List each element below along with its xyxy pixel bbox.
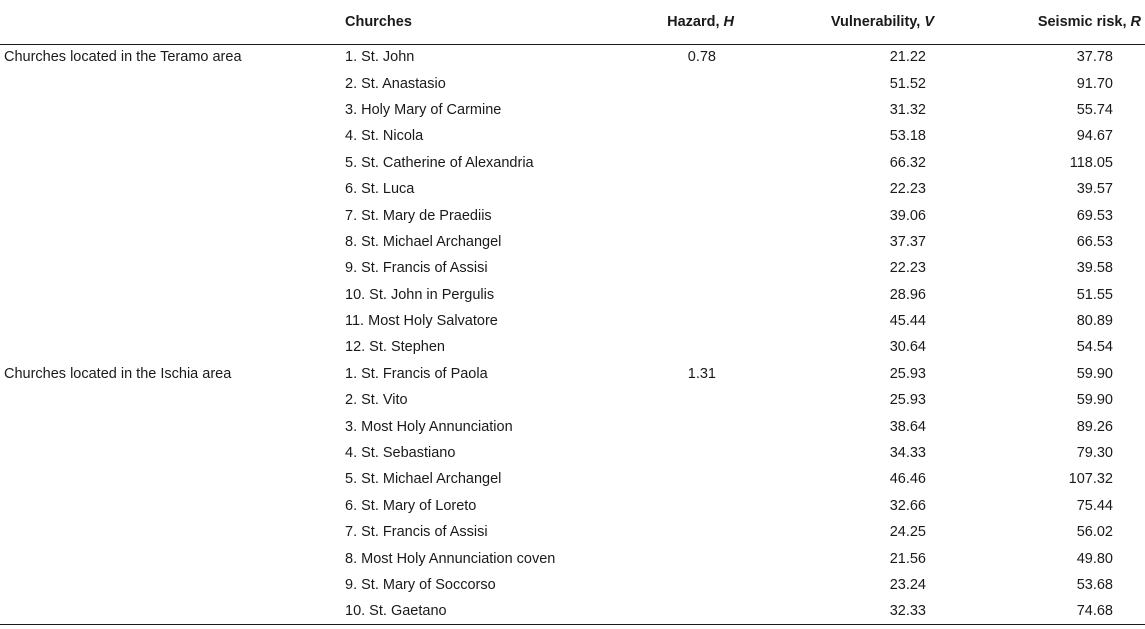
hazard-value: 0.78 — [687, 49, 716, 66]
church-name: 1. St. John — [345, 49, 415, 66]
seismic-risk-value: 94.67 — [1076, 128, 1113, 145]
group-label — [0, 97, 340, 123]
table-row — [0, 97, 1145, 123]
hazard-value — [602, 466, 740, 492]
hazard-value — [602, 334, 740, 360]
group-label — [0, 466, 340, 492]
table-row — [0, 44, 1145, 70]
hazard-value — [602, 97, 740, 123]
seismic-risk-value: 59.90 — [1076, 365, 1113, 382]
group-label — [0, 70, 340, 96]
seismic-risk-value: 59.90 — [1076, 392, 1113, 409]
vulnerability-value: 51.52 — [889, 75, 926, 92]
hazard-value — [602, 519, 740, 545]
seismic-risk-value: 54.54 — [1076, 339, 1113, 356]
vulnerability-value: 25.93 — [889, 365, 926, 382]
seismic-risk-value: 39.57 — [1076, 181, 1113, 198]
church-name: 3. Holy Mary of Carmine — [345, 101, 502, 118]
group-label — [0, 545, 340, 571]
church-name: 9. St. Francis of Assisi — [345, 260, 488, 277]
seismic-risk-value: 49.80 — [1076, 550, 1113, 567]
table-row — [0, 150, 1145, 176]
table-row — [0, 545, 1145, 571]
seismic-risk-value: 89.26 — [1076, 418, 1113, 435]
seismic-risk-value: 39.58 — [1076, 260, 1113, 277]
church-name: 10. St. John in Pergulis — [345, 286, 495, 303]
group-label — [0, 176, 340, 202]
header-vulnerability-symbol: V — [924, 13, 934, 30]
table-row — [0, 519, 1145, 545]
seismic-risk-value: 107.32 — [1068, 471, 1113, 488]
header-risk-symbol: R — [1130, 13, 1141, 30]
hazard-value — [602, 255, 740, 281]
vulnerability-value: 39.06 — [889, 207, 926, 224]
group-label — [0, 413, 340, 439]
vulnerability-value: 30.64 — [889, 339, 926, 356]
group-label — [0, 334, 340, 360]
seismic-risk-value: 69.53 — [1076, 207, 1113, 224]
group-label — [0, 255, 340, 281]
hazard-value — [602, 150, 740, 176]
table-row — [0, 70, 1145, 96]
table-row — [0, 572, 1145, 598]
table-header — [0, 0, 1145, 44]
seismic-risk-value: 91.70 — [1076, 75, 1113, 92]
vulnerability-value: 23.24 — [889, 577, 926, 593]
vulnerability-value: 21.22 — [889, 49, 926, 66]
vulnerability-value: 25.93 — [889, 392, 926, 409]
church-name: 3. Most Holy Annunciation — [345, 418, 513, 435]
seismic-risk-value: 80.89 — [1076, 313, 1113, 330]
vulnerability-value: 22.23 — [889, 260, 926, 277]
seismic-risk-value: 66.53 — [1076, 233, 1113, 250]
vulnerability-value: 53.18 — [889, 128, 926, 145]
church-name: 2. St. Anastasio — [345, 75, 446, 92]
table-row — [0, 413, 1145, 439]
church-name: 4. St. Nicola — [345, 128, 424, 145]
group-label — [0, 598, 340, 624]
table-row — [0, 229, 1145, 255]
seismic-risk-value: 56.02 — [1076, 524, 1113, 541]
group-label — [0, 572, 340, 598]
table-row — [0, 466, 1145, 492]
church-name: 12. St. Stephen — [345, 339, 445, 356]
seismic-risk-value: 51.55 — [1076, 286, 1113, 303]
group-label — [0, 519, 340, 545]
hazard-value — [602, 282, 740, 308]
header-vulnerability-label: Vulnerability, — [830, 13, 921, 30]
seismic-risk-value: 79.30 — [1076, 445, 1113, 462]
hazard-value — [602, 387, 740, 413]
seismic-risk-value: 74.68 — [940, 598, 1145, 624]
seismic-risk-value: 55.74 — [1076, 101, 1113, 118]
group-label — [0, 150, 340, 176]
hazard-value: 1.31 — [687, 365, 716, 382]
header-group — [0, 0, 340, 44]
seismic-risk-value: 53.68 — [1076, 577, 1113, 593]
header-vulnerability — [740, 0, 940, 44]
vulnerability-value: 38.64 — [889, 418, 926, 435]
seismic-risk-value: 118.05 — [1069, 154, 1113, 171]
table-row — [0, 123, 1145, 149]
vulnerability-value: 45.44 — [889, 313, 926, 330]
group-label: Churches located in the Ischia area — [4, 365, 232, 382]
seismic-risk-value: 37.78 — [1076, 49, 1113, 66]
group-label — [0, 440, 340, 466]
vulnerability-value: 66.32 — [889, 154, 926, 171]
vulnerability-value: 32.33 — [740, 598, 940, 624]
vulnerability-value: 24.25 — [889, 524, 926, 541]
header-seismic-risk — [940, 0, 1145, 44]
group-label — [0, 282, 340, 308]
hazard-value — [602, 413, 740, 439]
church-name: 9. St. Mary of Soccorso — [345, 577, 496, 593]
group-label — [0, 308, 340, 334]
table-row — [0, 334, 1145, 360]
group-label: Churches located in the Teramo area — [4, 49, 242, 66]
header-hazard-symbol: H — [723, 13, 734, 30]
table-row — [0, 361, 1145, 387]
table-row — [0, 202, 1145, 228]
seismic-risk-value: 75.44 — [1076, 497, 1113, 514]
vulnerability-value: 46.46 — [889, 471, 926, 488]
table-row — [0, 387, 1145, 413]
church-name: 8. St. Michael Archangel — [345, 233, 502, 250]
hazard-value — [602, 572, 740, 598]
church-name: 5. St. Michael Archangel — [345, 471, 502, 488]
hazard-value — [602, 70, 740, 96]
church-name: 7. St. Francis of Assisi — [345, 524, 488, 541]
church-name: 5. St. Catherine of Alexandria — [345, 154, 534, 171]
hazard-value — [602, 545, 740, 571]
vulnerability-value: 28.96 — [889, 286, 926, 303]
church-name: 7. St. Mary de Praediis — [345, 207, 492, 224]
vulnerability-value: 21.56 — [889, 550, 926, 567]
table-row — [0, 440, 1145, 466]
table-row — [0, 255, 1145, 281]
table-body — [0, 44, 1145, 625]
header-churches: Churches — [340, 0, 602, 44]
header-hazard — [602, 0, 740, 44]
table-row — [0, 308, 1145, 334]
header-hazard-label: Hazard, — [667, 13, 720, 30]
church-name: 1. St. Francis of Paola — [345, 365, 488, 382]
vulnerability-value: 22.23 — [889, 181, 926, 198]
group-label — [0, 123, 340, 149]
table-row — [0, 282, 1145, 308]
hazard-value — [602, 229, 740, 255]
group-label — [0, 493, 340, 519]
vulnerability-value: 37.37 — [889, 233, 926, 250]
church-name: 10. St. Gaetano — [340, 598, 602, 624]
hazard-value — [602, 176, 740, 202]
church-name: 8. Most Holy Annunciation coven — [345, 550, 556, 567]
church-name: 6. St. Luca — [345, 181, 415, 198]
table-row — [0, 598, 1145, 624]
header-risk-label: Seismic risk, — [1037, 13, 1127, 30]
table-row — [0, 176, 1145, 202]
hazard-value — [602, 308, 740, 334]
church-name: 6. St. Mary of Loreto — [345, 497, 477, 514]
hazard-value — [602, 493, 740, 519]
vulnerability-value: 32.66 — [889, 497, 926, 514]
church-name: 2. St. Vito — [345, 392, 408, 409]
church-name: 11. Most Holy Salvatore — [345, 313, 498, 330]
header-row — [0, 0, 1145, 44]
hazard-value — [602, 123, 740, 149]
hazard-value — [602, 598, 740, 624]
table-row — [0, 493, 1145, 519]
hazard-value — [602, 202, 740, 228]
vulnerability-value: 31.32 — [889, 101, 926, 118]
group-label — [0, 229, 340, 255]
group-label — [0, 202, 340, 228]
group-label — [0, 387, 340, 413]
hazard-value — [602, 440, 740, 466]
vulnerability-value: 34.33 — [889, 445, 926, 462]
church-name: 4. St. Sebastiano — [345, 445, 456, 462]
